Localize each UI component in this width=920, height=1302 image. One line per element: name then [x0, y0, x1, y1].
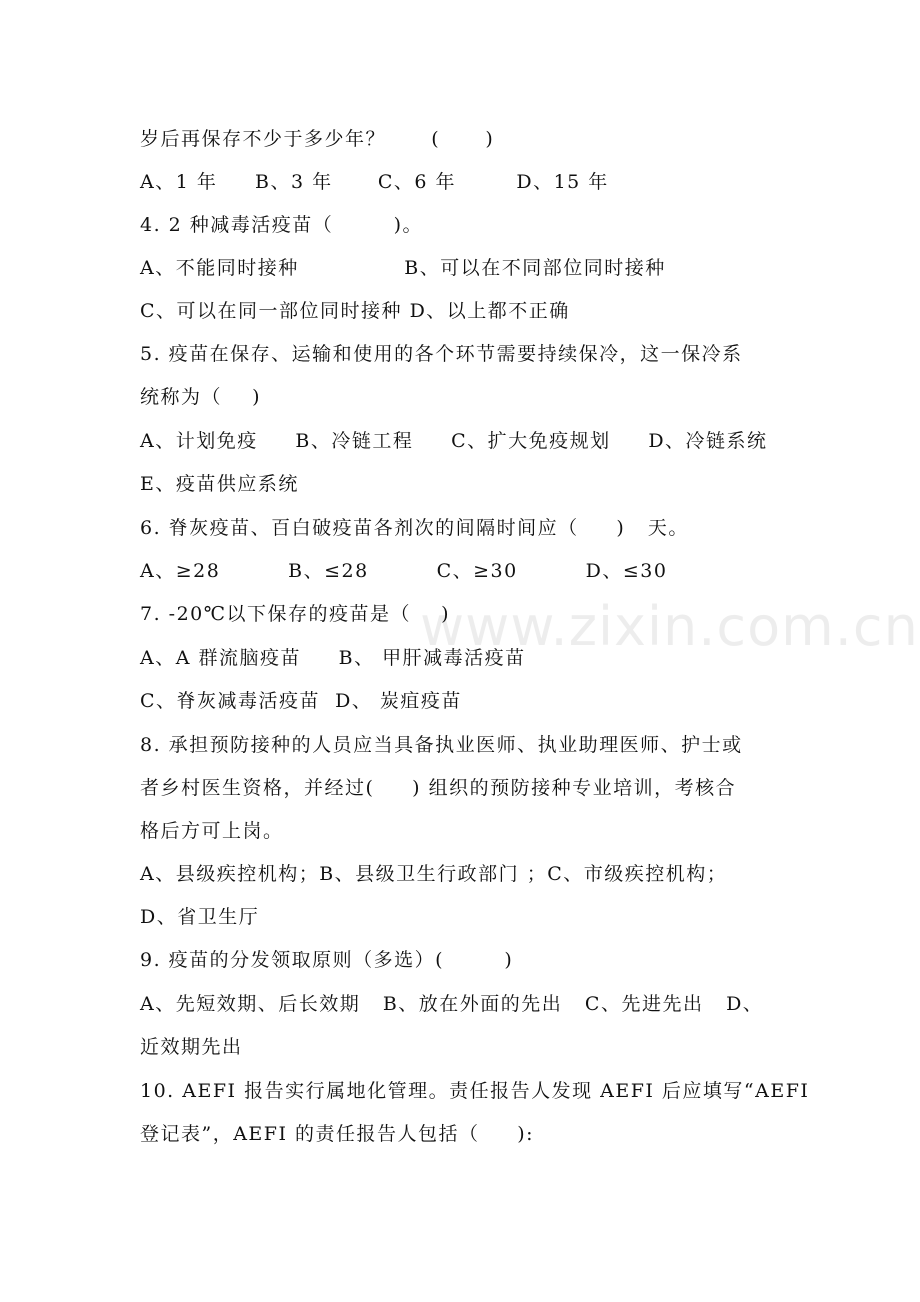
- text-line: C、可以在同一部位同时接种 D、以上都不正确: [140, 300, 570, 322]
- question-10: 10. AEFI 报告实行属地化管理。责任报告人发现 AEFI 后应填写“AEFI: [140, 1080, 810, 1102]
- watermark: www.zixin.com.cn: [420, 595, 919, 658]
- question-8: 8. 承担预防接种的人员应当具备执业医师、执业助理医师、护士或: [140, 734, 743, 756]
- question-4: 4. 2 种减毒活疫苗（ )。: [140, 214, 424, 236]
- question-5: 5. 疫苗在保存、运输和使用的各个环节需要持续保冷，这一保冷系: [140, 343, 743, 365]
- question-7: 7. -20℃以下保存的疫苗是（ ): [140, 603, 451, 625]
- text-line: E、疫苗供应系统: [140, 473, 299, 495]
- text-line: A、先短效期、后长效期 B、放在外面的先出 C、先进先出 D、: [140, 993, 764, 1015]
- text-line: 近效期先出: [140, 1036, 243, 1058]
- text-line: 者乡村医生资格，并经过( ) 组织的预防接种专业培训，考核合: [140, 777, 737, 799]
- text-line: 统称为（ ): [140, 386, 262, 408]
- text-line: C、脊灰减毒活疫苗 D、 炭疽疫苗: [140, 690, 462, 712]
- question-6: 6. 脊灰疫苗、百白破疫苗各剂次的间隔时间应（ ) 天。: [140, 517, 689, 539]
- text-line: 登记表”，AEFI 的责任报告人包括（ ):: [140, 1123, 535, 1145]
- text-line: A、不能同时接种 B、可以在不同部位同时接种: [140, 257, 666, 279]
- text-line: A、1 年 B、3 年 C、6 年 D、15 年: [140, 171, 609, 193]
- text-line: A、县级疾控机构；B、县级卫生行政部门 ；C、市级疾控机构；: [140, 863, 728, 885]
- text-line: A、≥28 B、≤28 C、≥30 D、≤30: [140, 560, 668, 582]
- text-line: A、计划免疫 B、冷链工程 C、扩大免疫规划 D、冷链系统: [140, 430, 768, 452]
- text-line: D、省卫生厅: [140, 906, 260, 928]
- text-line: 格后方可上岗。: [140, 820, 284, 842]
- text-line: 岁后再保存不少于多少年？ ( ): [140, 128, 495, 150]
- text-line: A、A 群流脑疫苗 B、 甲肝减毒活疫苗: [140, 647, 526, 669]
- question-9: 9. 疫苗的分发领取原则（多选）( ): [140, 949, 514, 971]
